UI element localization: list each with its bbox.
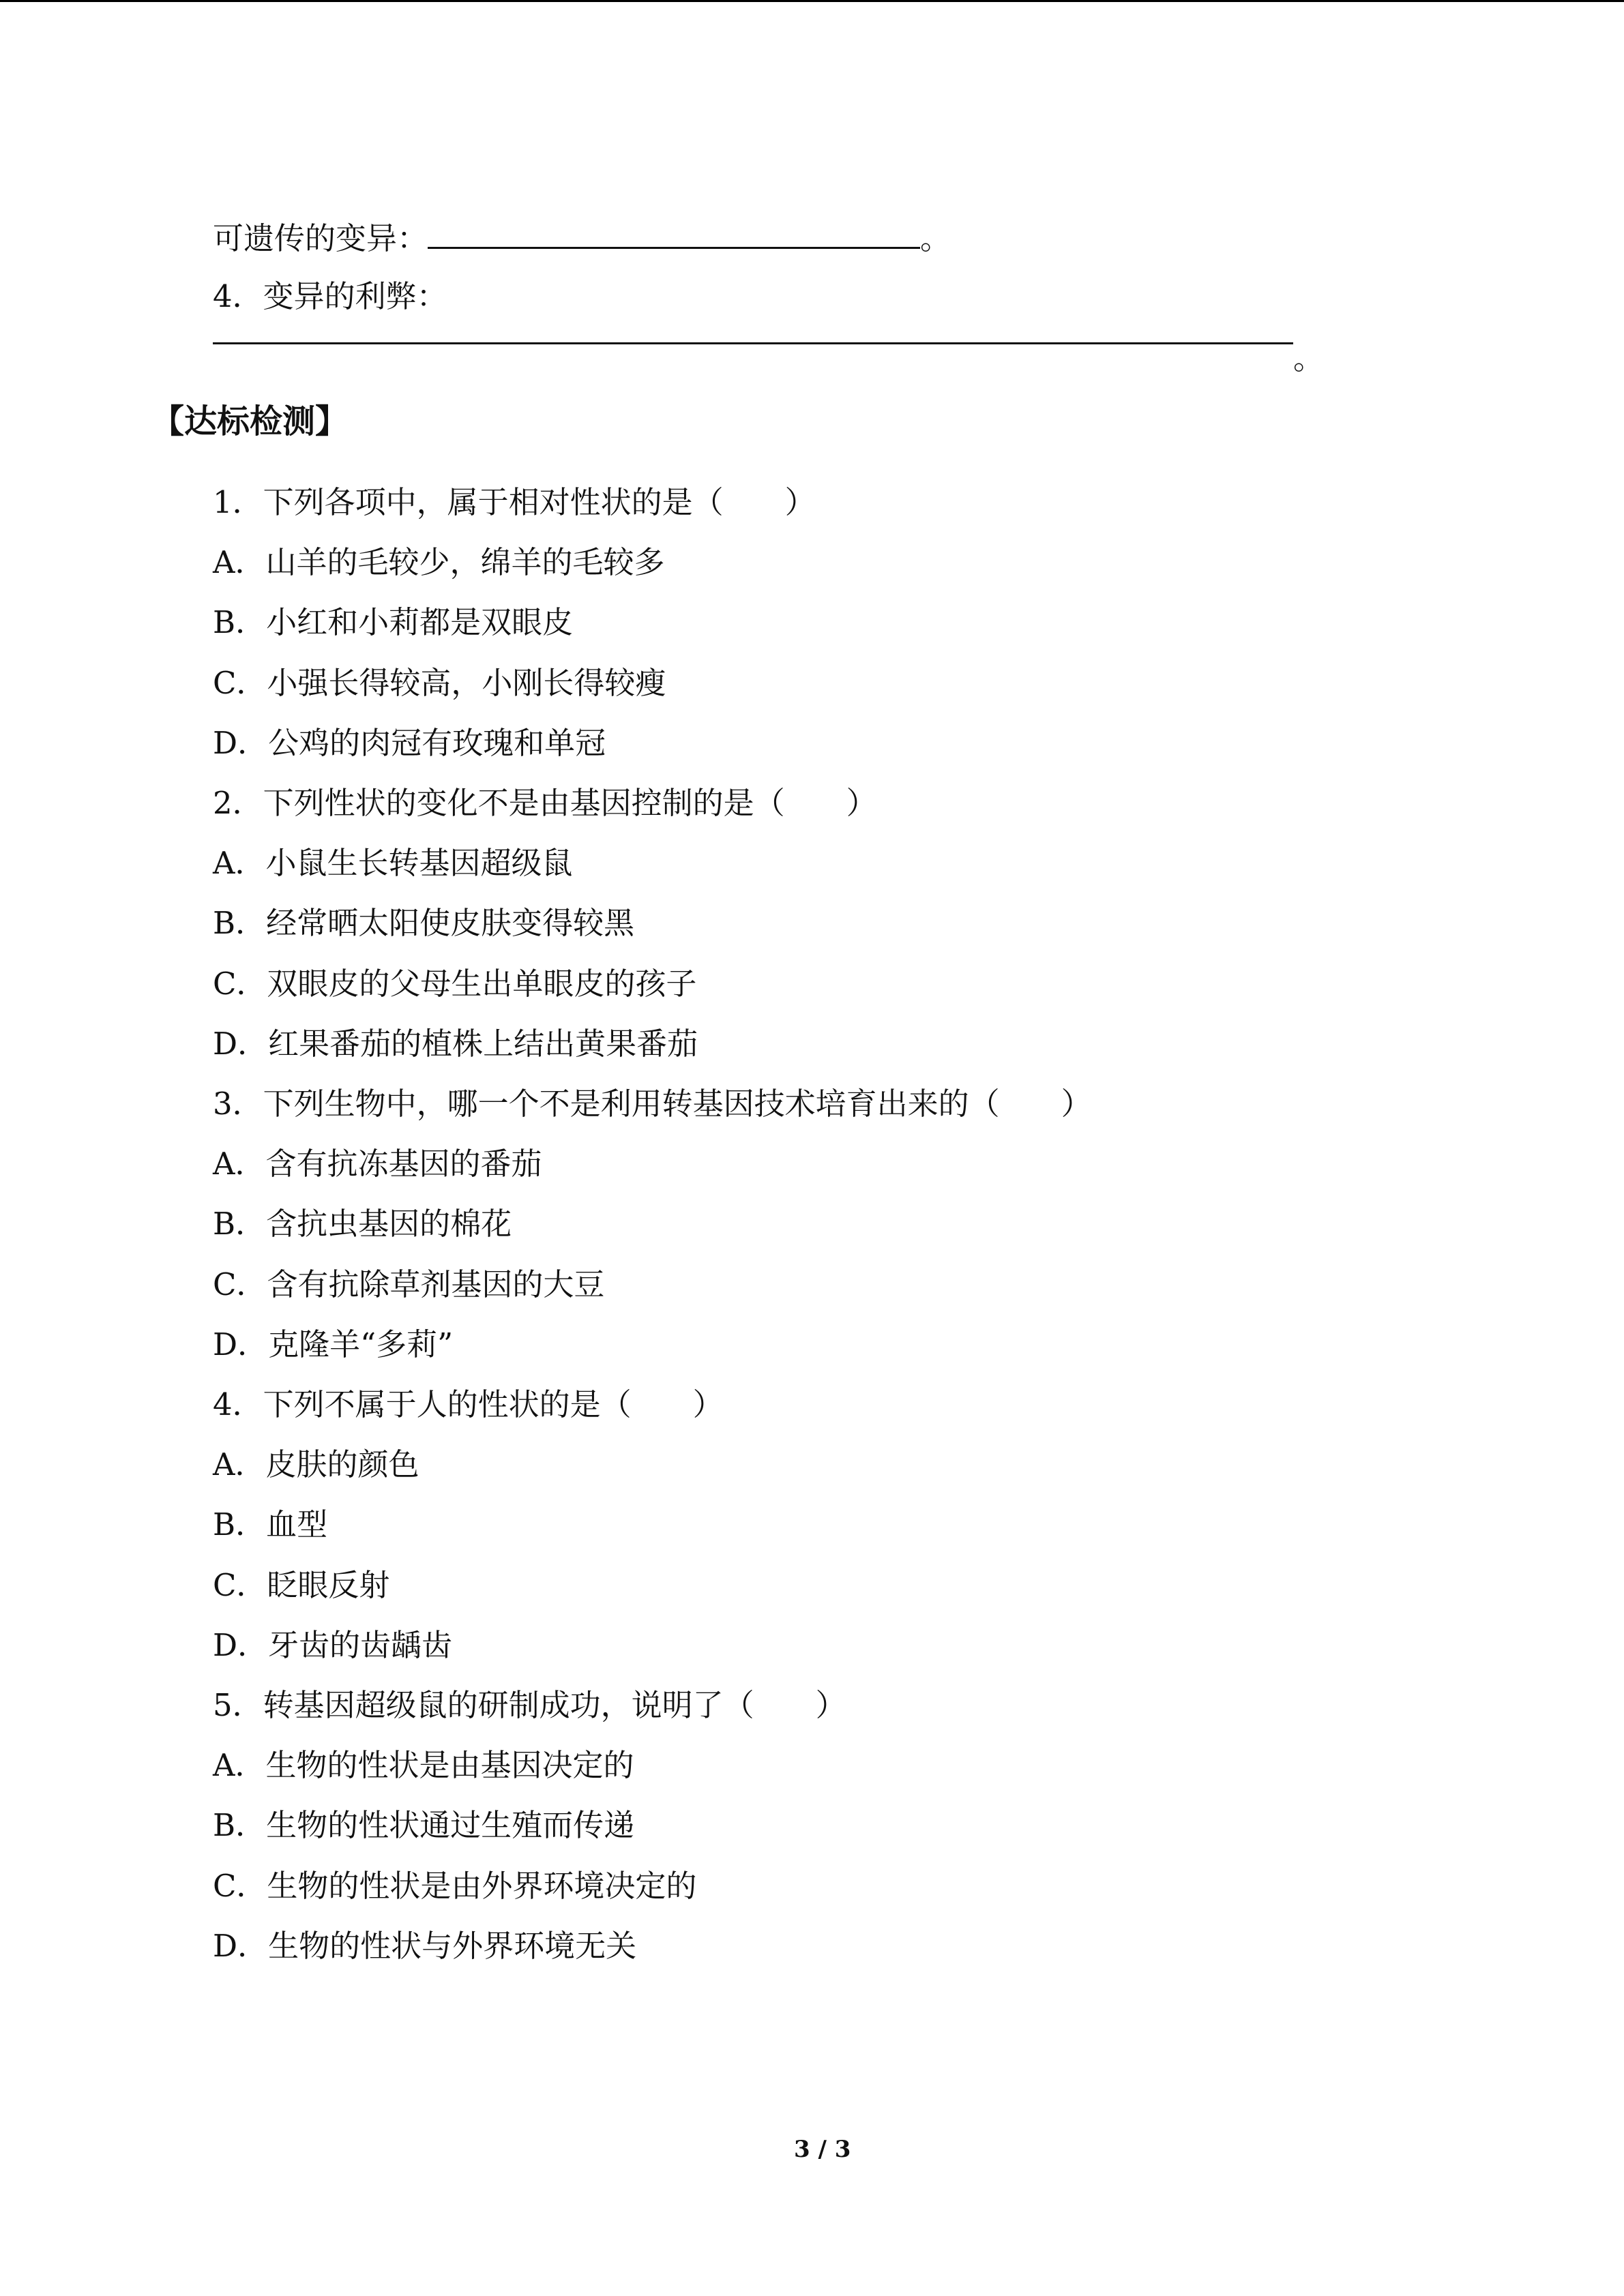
item4-label: 4．变异的利弊： (213, 278, 447, 314)
answer-option[interactable]: A．皮肤的颜色 (213, 1446, 419, 1482)
answer-option[interactable]: C．小强长得较高，小刚长得较瘦 (213, 665, 666, 701)
answer-option[interactable]: A．山羊的毛较少，绵羊的毛较多 (213, 544, 665, 580)
answer-option[interactable]: B．经常晒太阳使皮肤变得较黑 (213, 905, 635, 941)
question-stem: 5．转基因超级鼠的研制成功，说明了（ ） (213, 1687, 846, 1723)
answer-option[interactable]: A．含有抗冻基因的番茄 (213, 1146, 542, 1182)
heritable-variation-label: 可遗传的变异： (213, 220, 428, 256)
question-stem: 1．下列各项中，属于相对性状的是（ ） (213, 484, 816, 520)
question-stem: 3．下列生物中，哪一个不是利用转基因技术培育出来的（ ） (213, 1086, 1092, 1122)
heritable-variation-line (213, 215, 951, 259)
answer-option[interactable]: A．小鼠生长转基因超级鼠 (213, 845, 573, 881)
answer-option[interactable]: C．眨眼反射 (213, 1567, 390, 1603)
item4-end: 。 (1293, 340, 1325, 376)
page-top-border (0, 0, 1624, 2)
question-stem: 2．下列性状的变化不是由基因控制的是（ ） (213, 785, 877, 821)
answer-option[interactable]: B．小红和小莉都是双眼皮 (213, 604, 574, 640)
question-stem: 4．下列不属于人的性状的是（ ） (213, 1386, 724, 1422)
answer-option[interactable]: D．牙齿的齿龋齿 (213, 1627, 453, 1663)
answer-option[interactable]: B．生物的性状通过生殖而传递 (213, 1807, 635, 1843)
page-number: 3 / 3 (794, 2136, 851, 2163)
answer-option[interactable]: C．含有抗除草剂基因的大豆 (213, 1266, 605, 1302)
answer-option[interactable]: C．生物的性状是由外界环境决定的 (213, 1868, 697, 1904)
heritable-variation-end: 。 (920, 220, 951, 256)
answer-option[interactable]: C．双眼皮的父母生出单眼皮的孩子 (213, 966, 697, 1002)
section-title: 【达标检测】 (151, 402, 349, 441)
answer-option[interactable]: D．红果番茄的植株上结出黄果番茄 (213, 1026, 698, 1062)
heritable-variation-blank[interactable] (428, 215, 920, 249)
answer-option[interactable]: B．含抗虫基因的棉花 (213, 1206, 512, 1242)
answer-option[interactable]: D．克隆羊“多莉” (213, 1326, 454, 1362)
answer-option[interactable]: A．生物的性状是由基因决定的 (213, 1747, 634, 1783)
answer-option[interactable]: D．生物的性状与外界环境无关 (213, 1928, 637, 1964)
item4-answer-blank[interactable] (213, 342, 1293, 344)
answer-option[interactable]: B．血型 (213, 1506, 328, 1542)
item4-line (213, 276, 447, 317)
answer-option[interactable]: D．公鸡的肉冠有玫瑰和单冠 (213, 725, 606, 761)
